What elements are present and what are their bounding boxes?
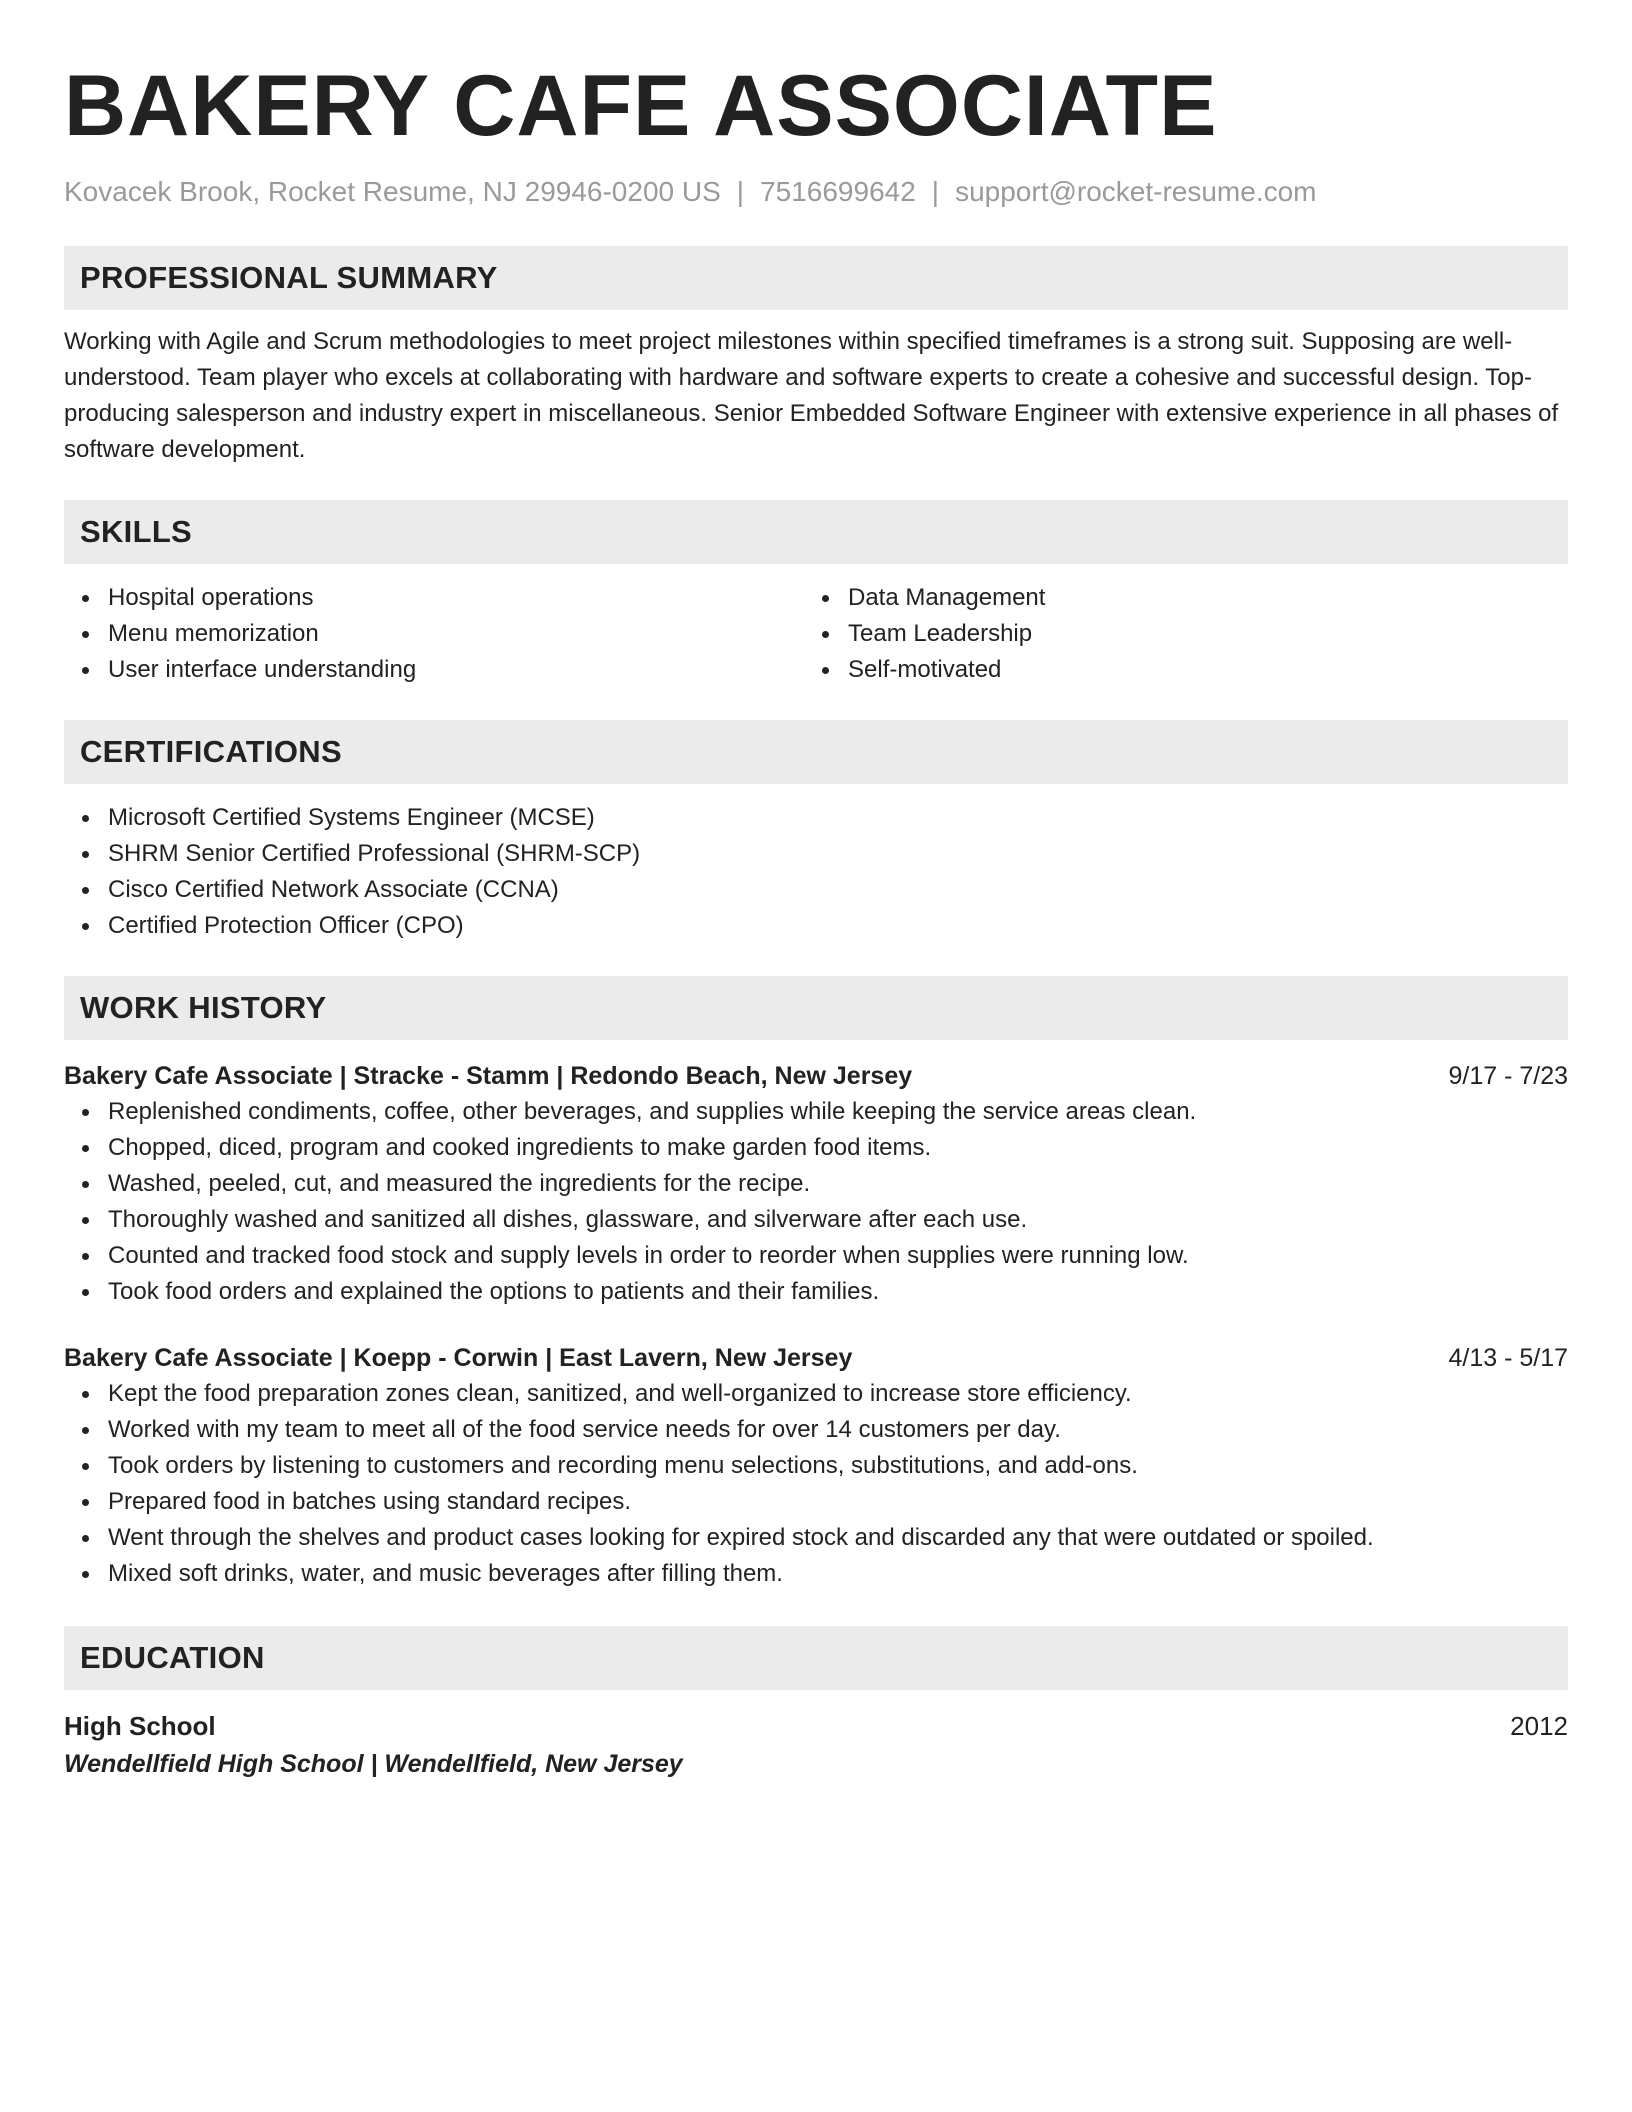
job-title: Bakery Cafe Associate | Stracke - Stamm | Redondo Beach, New Jersey [64, 1062, 913, 1090]
contact-line [64, 174, 1568, 210]
certification-item: Certified Protection Officer (CPO) [64, 908, 1568, 944]
certifications-list [64, 800, 1568, 944]
job-bullets [64, 1094, 1568, 1310]
contact-address: Kovacek Brook, Rocket Resume, NJ 29946-0200 US [64, 176, 721, 207]
summary-heading: PROFESSIONAL SUMMARY [64, 246, 1568, 310]
certifications-heading: CERTIFICATIONS [64, 720, 1568, 784]
job-bullet: Replenished condiments, coffee, other beverages, and supplies while keeping the service areas clean. [64, 1094, 1568, 1130]
education-year: 2012 [1510, 1711, 1568, 1741]
contact-phone: 7516699642 [760, 176, 916, 207]
education-school: Wendellfield High School | Wendellfield, New Jersey [64, 1750, 683, 1778]
job-dates: 4/13 - 5/17 [1448, 1344, 1568, 1372]
job-bullet: Chopped, diced, program and cooked ingredients to make garden food items. [64, 1130, 1568, 1166]
job-bullet: Washed, peeled, cut, and measured the ingredients for the recipe. [64, 1166, 1568, 1202]
skills-section [64, 500, 1568, 688]
job-bullet: Kept the food preparation zones clean, sanitized, and well-organized to increase store efficiency. [64, 1376, 1568, 1412]
skill-item: Hospital operations [64, 580, 804, 616]
skills-heading: SKILLS [64, 500, 1568, 564]
summary-section [64, 246, 1568, 468]
skill-item: User interface understanding [64, 652, 804, 688]
certification-item: SHRM Senior Certified Professional (SHRM-SCP) [64, 836, 1568, 872]
job-bullets [64, 1376, 1568, 1592]
job-bullet: Took orders by listening to customers and recording menu selections, substitutions, and add-ons. [64, 1448, 1568, 1484]
contact-separator: | [931, 176, 940, 207]
education-heading: EDUCATION [64, 1626, 1568, 1690]
skill-item: Data Management [804, 580, 1544, 616]
work-history-section [64, 976, 1568, 1592]
resume-title: BAKERY CAFE ASSOCIATE [64, 58, 1218, 154]
summary-text: Working with Agile and Scrum methodologies to meet project milestones within specified timeframes is a strong suit. Supposing are well-understood. Team player who excels at collaborating with hardware and software experts to create a cohesive and successful design. Top-producing salesperson and industry expert in miscellaneous. Senior Embedded Software Engineer with extensive experience in all phases of software development. [64, 328, 1559, 463]
job-bullet: Worked with my team to meet all of the food service needs for over 14 customers per day. [64, 1412, 1568, 1448]
job-header [64, 1340, 1568, 1376]
certification-item: Microsoft Certified Systems Engineer (MCSE) [64, 800, 1568, 836]
skills-list-left [64, 580, 804, 688]
work-history-heading: WORK HISTORY [64, 976, 1568, 1040]
job-bullet: Mixed soft drinks, water, and music beverages after filling them. [64, 1556, 1568, 1592]
education-header [64, 1708, 1568, 1744]
skill-item: Team Leadership [804, 616, 1544, 652]
education-section [64, 1626, 1568, 1782]
skill-item: Menu memorization [64, 616, 804, 652]
job-bullet: Prepared food in batches using standard recipes. [64, 1484, 1568, 1520]
contact-separator: | [736, 176, 745, 207]
job-bullet: Went through the shelves and product cases looking for expired stock and discarded any that were outdated or spoiled. [64, 1520, 1568, 1556]
contact-email[interactable]: support@rocket-resume.com [955, 176, 1317, 207]
job-bullet: Thoroughly washed and sanitized all dishes, glassware, and silverware after each use. [64, 1202, 1568, 1238]
job-bullet: Counted and tracked food stock and supply levels in order to reorder when supplies were running low. [64, 1238, 1568, 1274]
job-title: Bakery Cafe Associate | Koepp - Corwin | East Lavern, New Jersey [64, 1344, 853, 1372]
skills-grid [64, 580, 1568, 688]
education-degree: High School [64, 1711, 216, 1741]
skills-list-right [804, 580, 1544, 688]
certification-item: Cisco Certified Network Associate (CCNA) [64, 872, 1568, 908]
certifications-section [64, 720, 1568, 944]
job-bullet: Took food orders and explained the options to patients and their families. [64, 1274, 1568, 1310]
job-dates: 9/17 - 7/23 [1448, 1062, 1568, 1090]
job-header [64, 1058, 1568, 1094]
skill-item: Self-motivated [804, 652, 1544, 688]
